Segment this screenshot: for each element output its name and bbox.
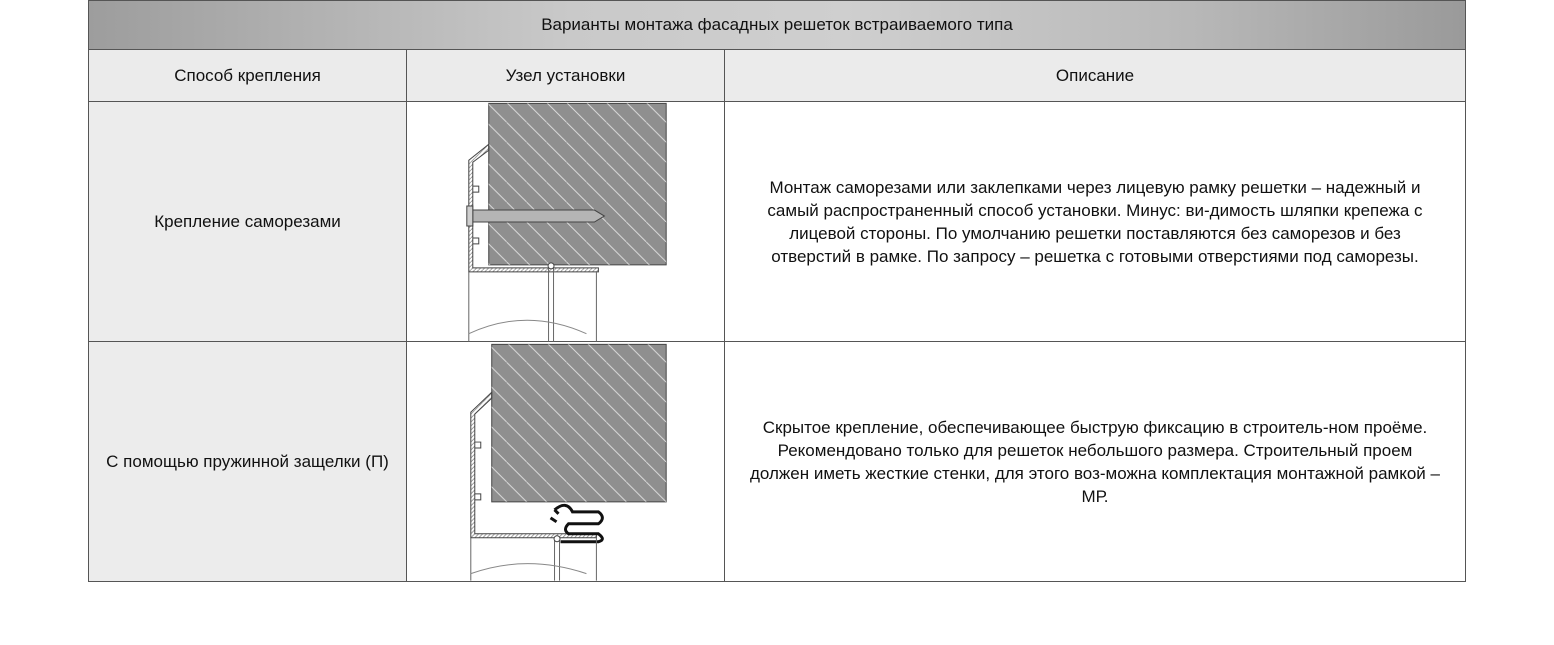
screw-mount-drawing: [407, 102, 724, 342]
row1-method: Крепление саморезами: [89, 102, 407, 342]
header-description: Описание: [725, 50, 1465, 102]
table-title: Варианты монтажа фасадных решеток встраиваемого типа: [89, 1, 1465, 50]
row2-description: Скрытое крепление, обеспечивающее быструю фиксацию в строитель-ном проёме. Рекомендовано только для решеток небольшого размера. Строительный проем должен иметь жесткие стенки, для этого воз-можна комплектация монтажной рамкой – МР.: [750, 417, 1440, 506]
row1-illustration: [407, 102, 725, 342]
mounting-table: [88, 0, 1466, 582]
header-method: Способ крепления: [89, 50, 407, 102]
row1-description: Монтаж саморезами или заклепками через лицевую рамку решетки – надежный и самый распространенный способ установки. Минус: ви-димость шляпки крепежа с лицевой стороны. По умолчанию решетки поставляются без саморезов и без отверстий в рамке. По запросу – решетка с готовыми отверстиями под саморезы.: [725, 102, 1465, 342]
spring-latch-drawing: [407, 342, 724, 581]
row2-illustration: [407, 342, 725, 581]
row2-method: С помощью пружинной защелки (П): [89, 342, 407, 581]
header-node: Узел установки: [407, 50, 725, 102]
